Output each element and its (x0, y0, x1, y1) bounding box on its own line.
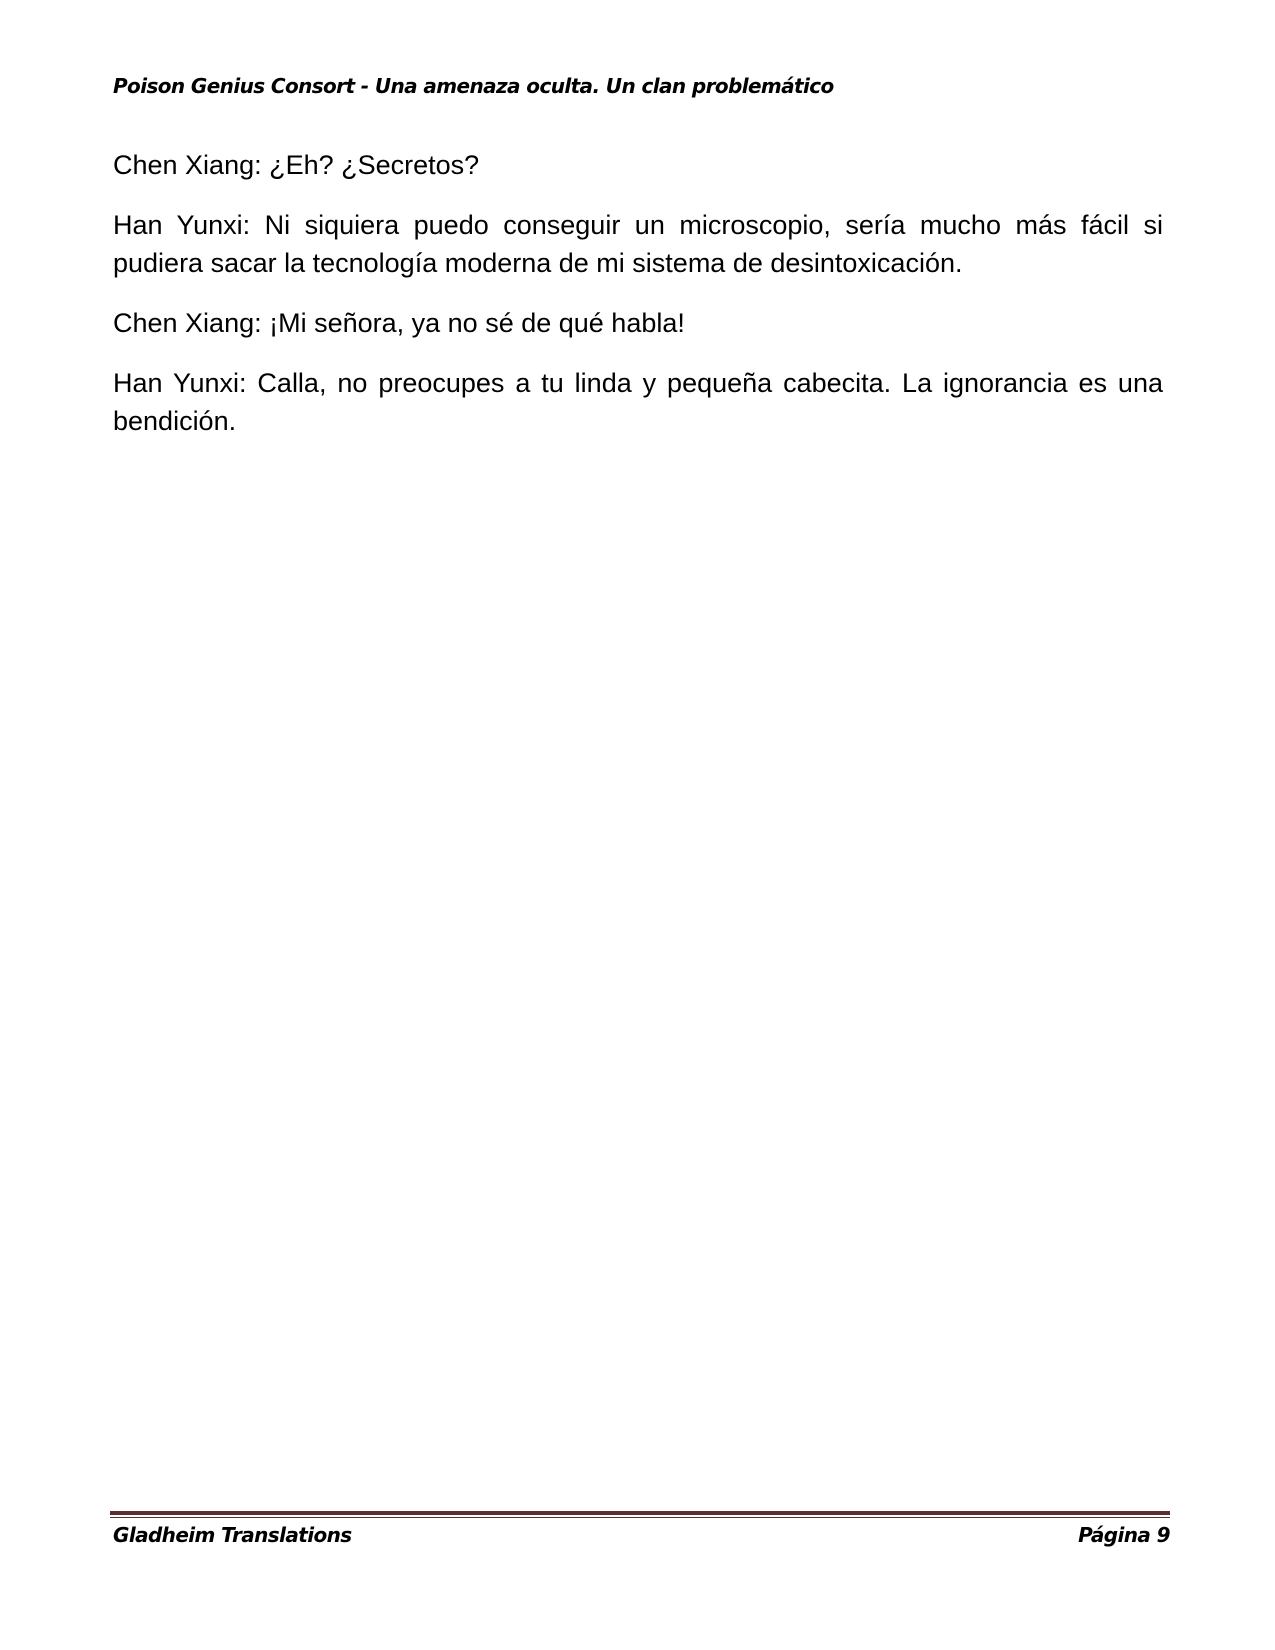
page-body (113, 146, 1163, 462)
dialogue-paragraph: Chen Xiang: ¿Eh? ¿Secretos? (113, 150, 480, 180)
footer-page-number: Página 9 (1078, 1523, 1170, 1547)
running-header: Poison Genius Consort - Una amenaza oculta. Un clan problemático (113, 74, 834, 98)
footer-divider-thin-line (110, 1517, 1170, 1518)
dialogue-paragraph: Han Yunxi: Ni siquiera puedo conseguir un microscopio, sería mucho más fácil si pudiera sacar la tecnología moderna de mi sistema de desintoxicación. (113, 210, 1163, 278)
footer-divider-thick-line (110, 1511, 1170, 1515)
dialogue-paragraph: Chen Xiang: ¡Mi señora, ya no sé de qué habla! (113, 308, 685, 338)
dialogue-paragraph: Han Yunxi: Calla, no preocupes a tu linda y pequeña cabecita. La ignorancia es una bendición. (113, 368, 1163, 436)
footer-publisher: Gladheim Translations (113, 1523, 352, 1547)
